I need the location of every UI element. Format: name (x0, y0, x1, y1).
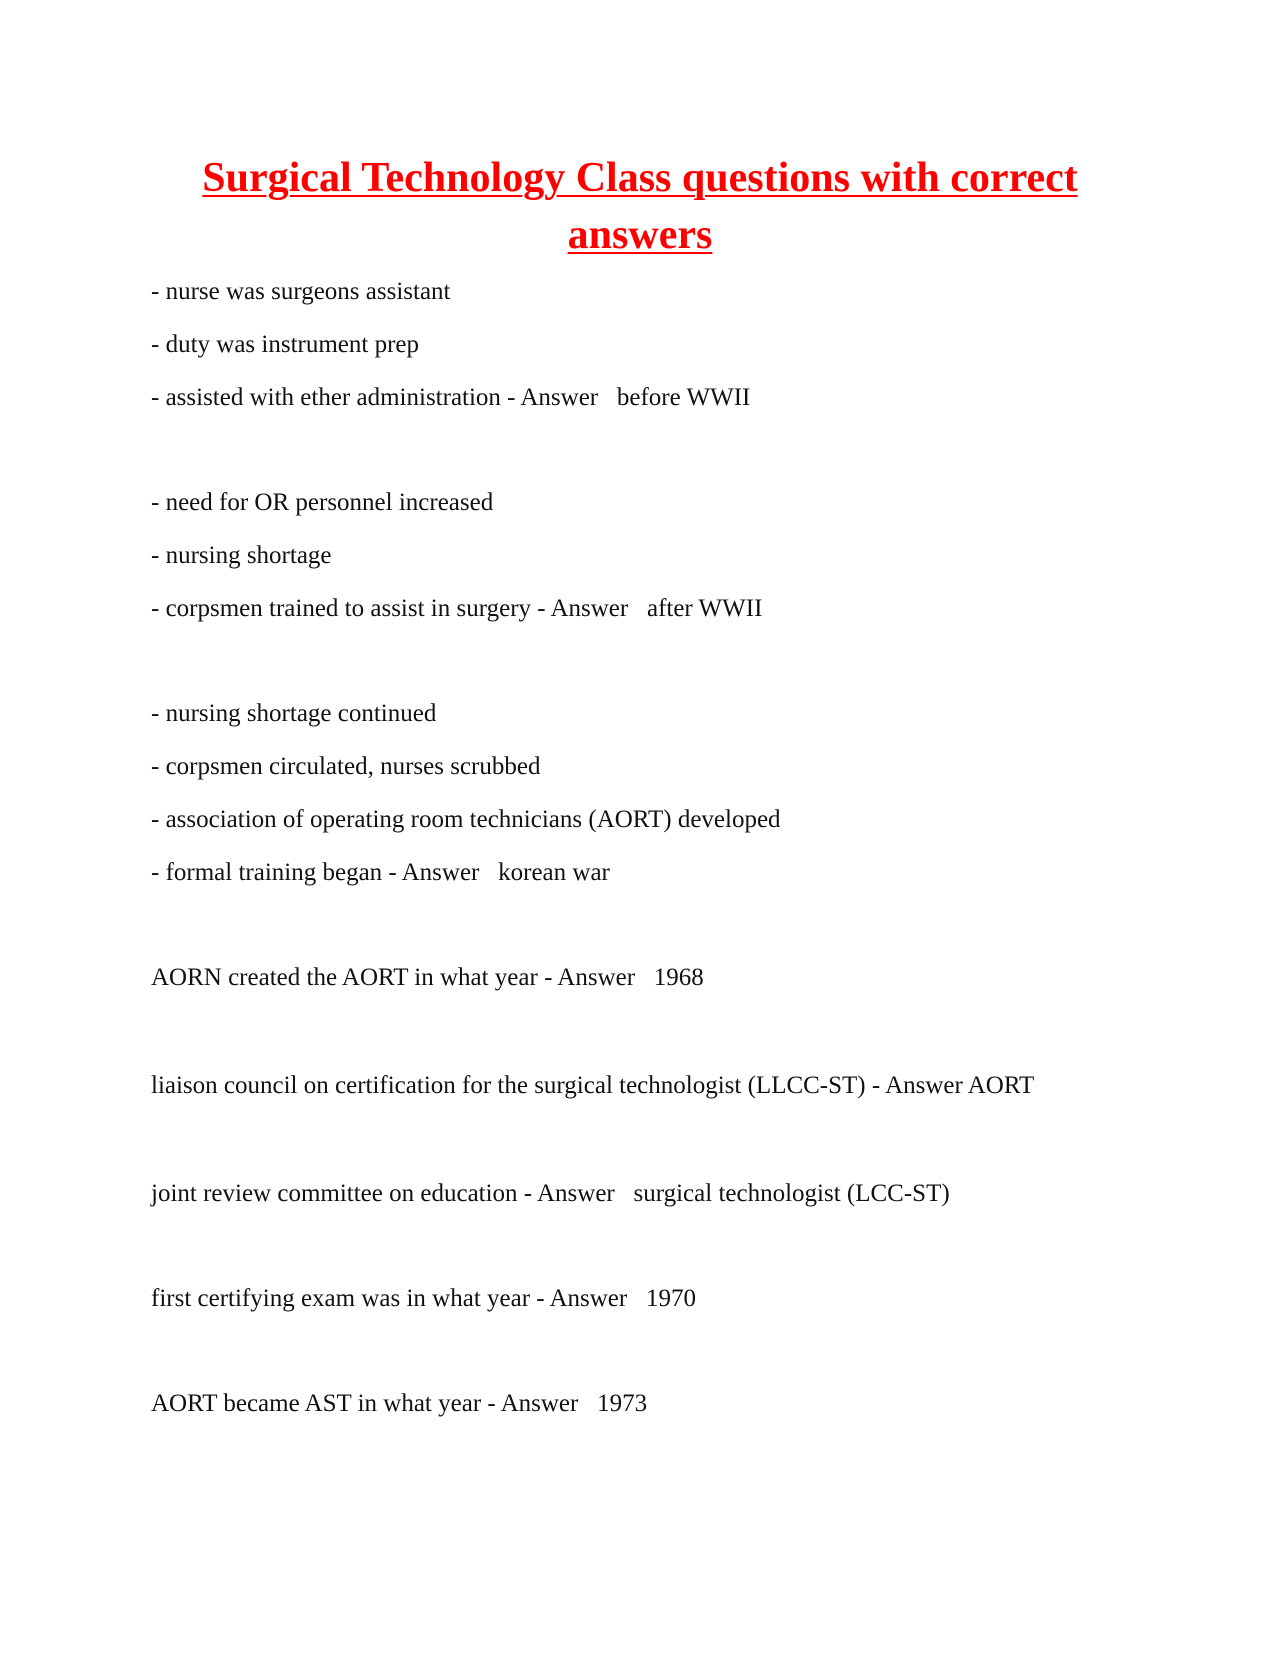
qa-block-joint-review (151, 1179, 1131, 1209)
block-spacer (151, 1016, 1131, 1068)
block-spacer (151, 1232, 1131, 1284)
text-line: AORT became AST in what year - Answer 1973 (151, 1390, 648, 1417)
text-line: liaison council on certification for the surgical technologist (LLCC-ST) - Answer AORT (151, 1072, 1035, 1099)
block-spacer (151, 1337, 1131, 1389)
block-spacer (151, 647, 1131, 699)
text-line: - association of operating room technicians (AORT) developed (151, 806, 781, 833)
text-line: - nursing shortage continued (151, 700, 437, 727)
text-line: - nursing shortage (151, 542, 332, 569)
qa-block-aorn-1968 (151, 963, 1131, 993)
text-line: - corpsmen circulated, nurses scrubbed (151, 753, 541, 780)
text-line: - formal training began - Answer korean war (151, 859, 610, 886)
block-spacer (151, 1127, 1131, 1179)
qa-block-before-wwii (151, 277, 1131, 413)
text-line: - assisted with ether administration - Answer before WWII (151, 384, 751, 411)
document-body (151, 277, 1131, 1442)
block-spacer (151, 911, 1131, 963)
document-title: Surgical Technology Class questions with correct answers (202, 155, 1078, 258)
qa-block-first-exam (151, 1284, 1131, 1314)
text-line: - duty was instrument prep (151, 331, 420, 358)
text-line: - need for OR personnel increased (151, 489, 494, 516)
text-line: first certifying exam was in what year - Answer 1970 (151, 1285, 696, 1312)
qa-block-korean-war (151, 699, 1131, 888)
qa-block-llcc-st (151, 1068, 1131, 1104)
qa-block-aort-ast (151, 1389, 1131, 1419)
text-line: AORN created the AORT in what year - Answer 1968 (151, 964, 704, 991)
block-spacer (151, 436, 1131, 488)
qa-block-after-wwii (151, 488, 1131, 624)
text-line: - corpsmen trained to assist in surgery - Answer after WWII (151, 595, 763, 622)
text-line: - nurse was surgeons assistant (151, 278, 451, 305)
text-line: joint review committee on education - Answer surgical technologist (LCC-ST) (151, 1180, 950, 1207)
